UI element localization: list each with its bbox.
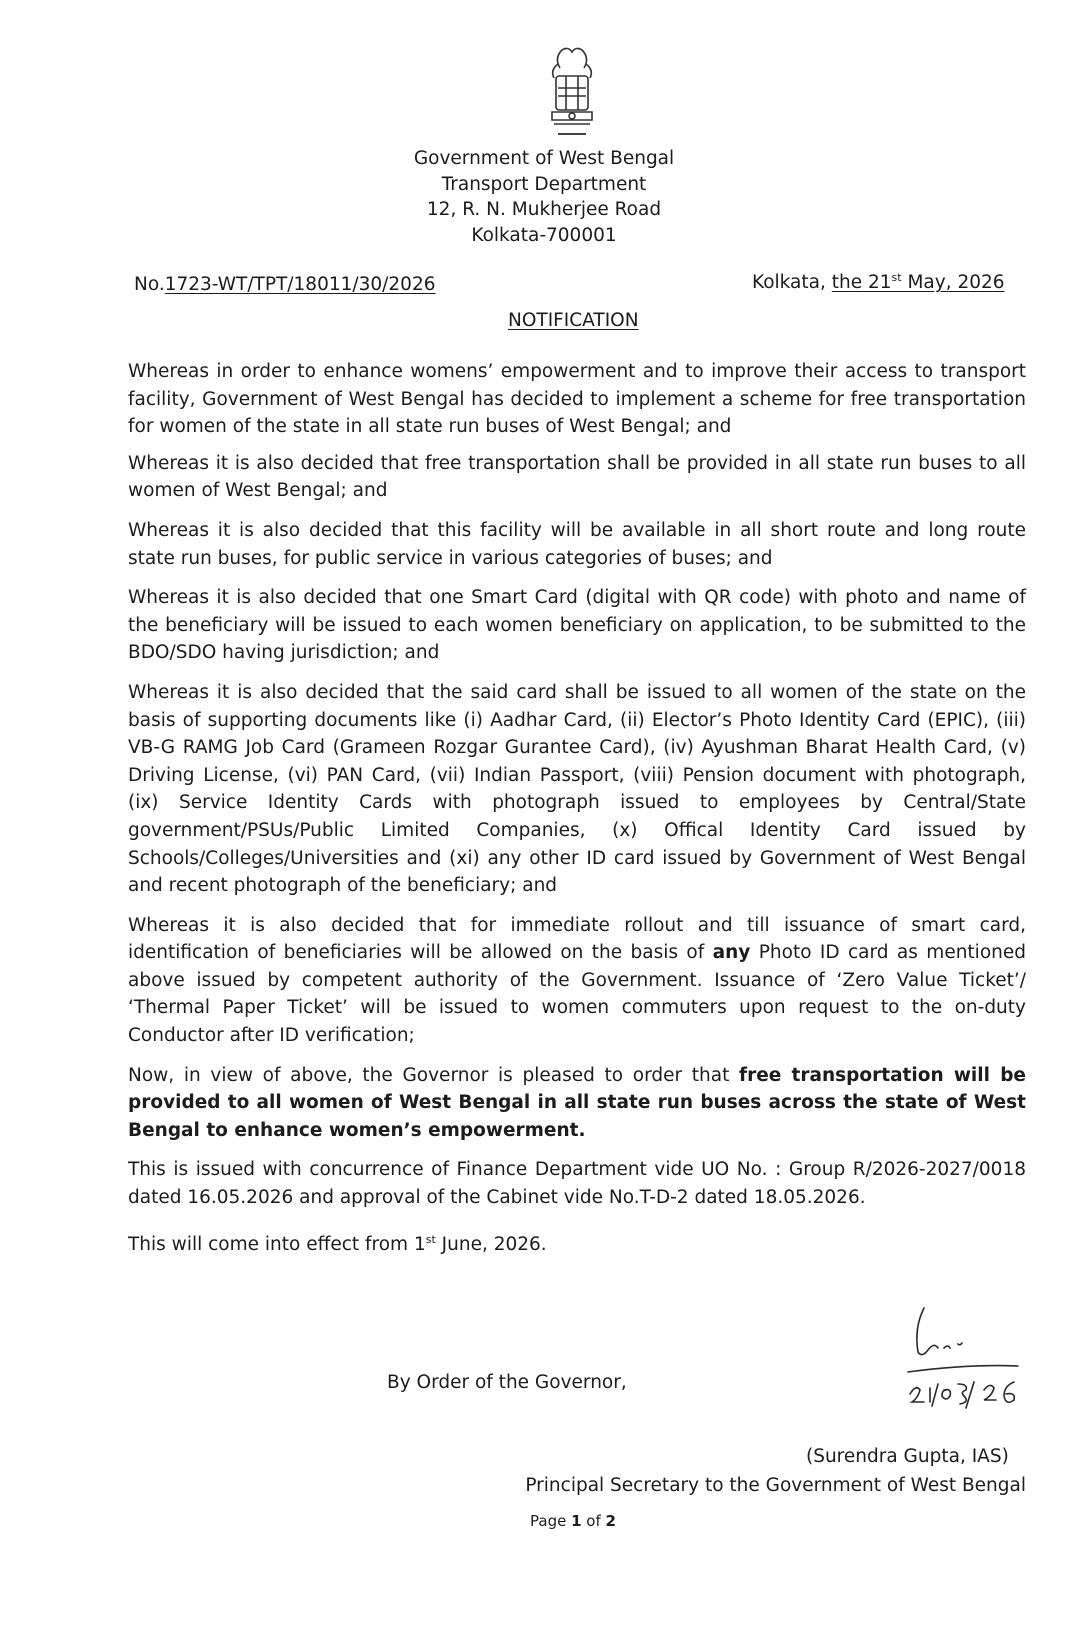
paragraph-7-part-1: Now, in view of above, the Governor is pleased to order that xyxy=(128,1064,740,1086)
date-month-year: May, 2026 xyxy=(901,272,1005,294)
header-address: 12, R. N. Mukherjee Road xyxy=(426,199,662,220)
handwritten-signature xyxy=(900,1300,1040,1420)
header-city: Kolkata-700001 xyxy=(471,224,617,246)
signatory-name: (Surendra Gupta, IAS) xyxy=(806,1446,1009,1467)
notification-body xyxy=(128,358,1026,1258)
page-prefix: Page xyxy=(530,1512,572,1530)
paragraph-7 xyxy=(128,1062,1026,1145)
paragraph-4: Whereas it is also decided that one Smart Card (digital with QR code) with photo and name of the beneficiary will be issued to each women beneficiary on application, to be submitted to the BDO/SDO having jurisdiction; and xyxy=(128,587,1026,664)
page-of: of xyxy=(581,1512,606,1530)
effective-date-suffix: st xyxy=(425,1232,436,1246)
signatory-designation: Principal Secretary to the Government of West Bengal xyxy=(525,1475,1026,1496)
paragraph-2: Whereas it is also decided that free transportation shall be provided in all state run buses to all women of West Bengal; and xyxy=(128,452,1026,502)
reference-number xyxy=(134,274,435,295)
page-number xyxy=(530,1512,616,1530)
document-title: NOTIFICATION xyxy=(508,310,639,331)
paragraph-6 xyxy=(128,912,1026,1050)
paragraph-6-part-1: Whereas it is also decided that for immediate rollout and till issuance of smart card, identification of beneficiaries will be allowed on the basis of xyxy=(128,914,1026,964)
effective-date-text: This will come into effect from 1 xyxy=(128,1233,426,1255)
page-current: 1 xyxy=(571,1512,582,1530)
paragraph-7-emphasis: free transportation will be provided to all women of West Bengal in all state run buses across the state of West Bengal to enhance women’s empowerment. xyxy=(128,1064,1026,1141)
header-government: Government of West Bengal xyxy=(413,148,675,169)
date-day-suffix: st xyxy=(891,271,902,284)
date-day: the 21 xyxy=(831,272,892,294)
effective-date xyxy=(128,1226,1026,1259)
paragraph-6-part-2: Photo ID card as mentioned above issued by competent authority of the Government. Issuance of ‘Zero Value Ticket’/ ‘Thermal Paper Ticket’ will be issued to women commuters upon request to the on-duty Conductor after ID verification; xyxy=(128,942,1026,1047)
paragraph-6-emphasis: any xyxy=(712,942,751,964)
date-place: Kolkata, xyxy=(752,272,832,294)
reference-value: 1723-WT/TPT/18011/30/2026 xyxy=(164,274,436,295)
state-emblem-icon xyxy=(536,38,608,148)
paragraph-8: This is issued with concurrence of Finance Department vide UO No. : Group R/2026-2027/0018 dated 16.05.2026 and approval of the Cabinet vide No.T-D-2 dated 18.05.2026. xyxy=(128,1159,1026,1209)
date-line xyxy=(752,271,1005,293)
by-order-line: By Order of the Governor, xyxy=(387,1372,627,1393)
department-header xyxy=(344,146,744,248)
page-total: 2 xyxy=(605,1512,616,1530)
paragraph-1: Whereas in order to enhance womens’ empowerment and to improve their access to transport facility, Government of West Bengal has decided to implement a scheme for free transportation for women of the state in all state run buses of West Bengal; and xyxy=(128,361,1026,438)
paragraph-3: Whereas it is also decided that this facility will be available in all short route and long route state run buses, for public service in various categories of buses; and xyxy=(128,519,1026,569)
reference-prefix: No. xyxy=(134,274,165,295)
paragraph-5: Whereas it is also decided that the said card shall be issued to all women of the state on the basis of supporting documents like (i) Aadhar Card, (ii) Elector’s Photo Identity Card (EPIC), (iii) VB-G RAMG Job Card (Grameen Rozgar Gurantee Card), (iv) Ayushman Bharat Health Card, (v) Driving License, (vi) PAN Card, (vii) Indian Passport, (viii) Pension document with photograph, (ix) Service Identity Cards with photograph issued to employees by Central/State government/PSUs/Public Limited Companies, (x) Offical Identity Card issued by Schools/Colleges/Universities and (xi) any other ID card issued by Government of West Bengal and recent photograph of the beneficiary; and xyxy=(128,681,1026,897)
header-department: Transport Department xyxy=(441,173,647,195)
effective-date-rest: June, 2026. xyxy=(435,1233,547,1255)
